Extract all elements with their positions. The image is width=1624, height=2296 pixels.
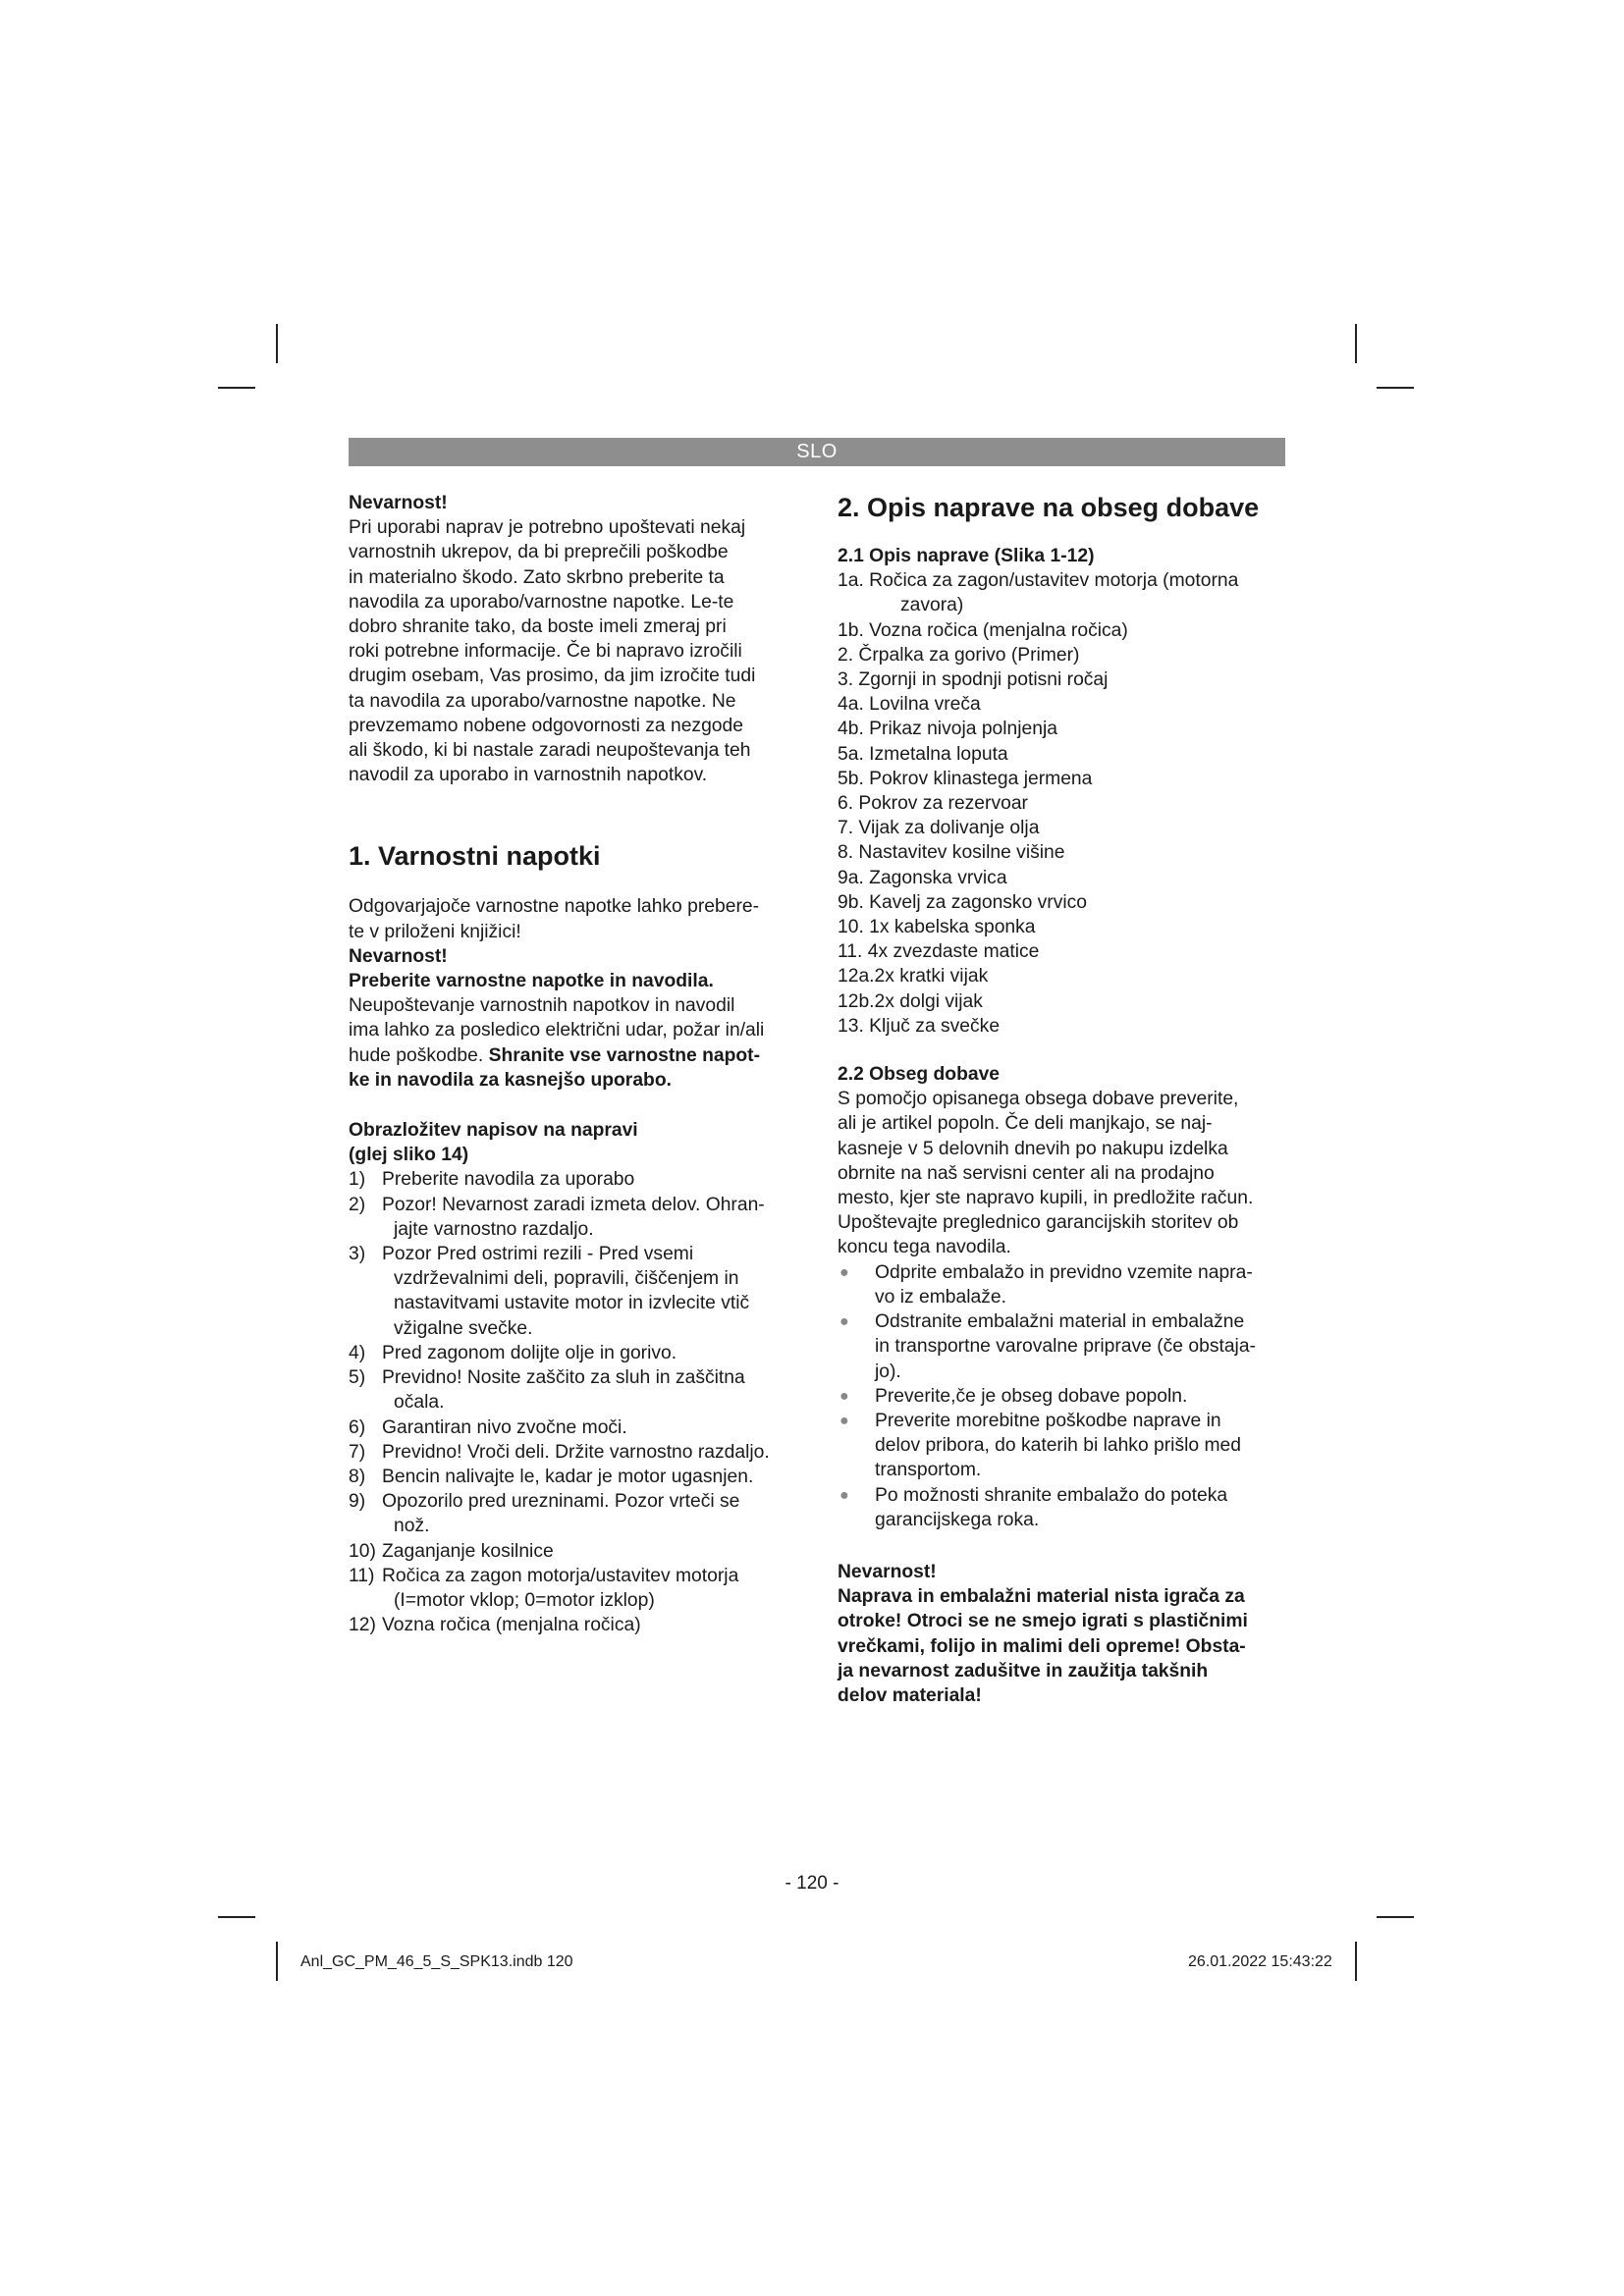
text-line: ali je artikel popoln. Če deli manjkajo, se naj- xyxy=(838,1113,1213,1135)
text-span: hude poškodbe. xyxy=(349,1044,489,1066)
item-text: nož. xyxy=(394,1516,430,1537)
bullet-icon: ● xyxy=(839,1412,849,1429)
item-text: Vozna ročica (menjalna ročica) xyxy=(382,1615,641,1636)
item-text: zavora) xyxy=(900,595,964,616)
subsection-2-1-heading: 2.1 Opis naprave (Slika 1-12) xyxy=(838,546,1095,566)
list-item: 9b. Kavelj za zagonsko vrvico xyxy=(838,891,1087,913)
item-text: garancijskega roka. xyxy=(875,1509,1040,1530)
signs-heading-figure: (glej sliko 14) xyxy=(349,1145,469,1166)
list-item: 2. Črpalka za gorivo (Primer) xyxy=(838,644,1080,666)
list-item xyxy=(838,568,1289,617)
list-item xyxy=(349,1193,802,1242)
right-column xyxy=(838,491,1289,1708)
list-item: 4b. Prikaz nivoja polnjenja xyxy=(838,719,1058,740)
list-item: 13. Ključ za svečke xyxy=(838,1015,1001,1037)
crop-mark-top-right-h xyxy=(1377,387,1414,389)
item-text: transportom. xyxy=(875,1460,982,1481)
text-line: koncu tega navodila. xyxy=(838,1237,1011,1258)
section-1-heading: 1. Varnostni napotki xyxy=(349,841,601,872)
item-text: jajte varnostno razdaljo. xyxy=(394,1218,594,1240)
item-number: 4) xyxy=(349,1342,366,1363)
text-line: delov materiala! xyxy=(838,1684,982,1706)
text-line: navodila za uporabo/varnostne napotke. Le-te xyxy=(349,591,734,613)
list-item xyxy=(838,1483,1289,1532)
list-item xyxy=(349,1365,802,1415)
list-item xyxy=(838,1384,1289,1409)
text-line: otroke! Otroci se ne smejo igrati s plastičnimi xyxy=(838,1611,1248,1632)
item-text: Previdno! Nosite zaščito za sluh in zaščitna xyxy=(382,1367,745,1389)
crop-mark-bottom-left-v xyxy=(276,1942,278,1981)
item-text: Preverite,če je obseg dobave popoln. xyxy=(875,1385,1188,1407)
language-header-bar xyxy=(349,438,1285,466)
text-line: te v priloženi knjižici! xyxy=(349,921,521,942)
list-item: 5b. Pokrov klinastega jermena xyxy=(838,768,1093,789)
item-number: 5) xyxy=(349,1367,366,1389)
item-text: Previdno! Vroči deli. Držite varnostno razdaljo. xyxy=(382,1441,770,1463)
item-text: in transportne varovalne priprave (če obstaja- xyxy=(875,1336,1256,1358)
item-text: Bencin nalivajte le, kadar je motor ugasnjen. xyxy=(382,1466,754,1487)
crop-mark-top-left-h xyxy=(218,387,255,389)
scope-bullet-list xyxy=(838,1260,1289,1532)
text-line: kasneje v 5 delovnih dnevih po nakupu izdelka xyxy=(838,1138,1228,1159)
crop-mark-top-left-v xyxy=(276,324,278,363)
bullet-icon: ● xyxy=(839,1387,849,1405)
subsection-2-2-heading: 2.2 Obseg dobave xyxy=(838,1064,1001,1086)
text-line: drugim osebam, Vas prosimo, da jim izročite tudi xyxy=(349,666,756,687)
item-text: Pozor Pred ostrimi rezili - Pred vsemi xyxy=(382,1244,694,1265)
item-number: 9) xyxy=(349,1491,366,1513)
list-item xyxy=(349,1465,802,1489)
item-text: Po možnosti shranite embalažo do poteka xyxy=(875,1484,1228,1506)
item-number: 10) xyxy=(349,1540,376,1562)
bullet-icon: ● xyxy=(839,1486,849,1504)
item-text: nastavitvami ustavite motor in izvlecite vtič xyxy=(394,1293,750,1314)
item-number: 6) xyxy=(349,1416,366,1438)
signs-heading: Obrazložitev napisov na napravi xyxy=(349,1120,638,1142)
danger-title: Nevarnost! xyxy=(349,945,448,967)
item-number: 8) xyxy=(349,1466,366,1487)
item-number: 7) xyxy=(349,1441,366,1463)
list-item: 6. Pokrov za rezervoar xyxy=(838,793,1028,815)
list-item xyxy=(838,1309,1289,1384)
section-2-heading: 2. Opis naprave na obseg dobave xyxy=(838,493,1260,522)
language-label: SLO xyxy=(796,441,838,462)
page-number: - 120 - xyxy=(785,1873,839,1894)
list-item xyxy=(349,1415,802,1440)
left-column xyxy=(349,491,802,1637)
list-item xyxy=(349,1613,802,1637)
item-text: delov pribora, do katerih bi lahko prišlo med xyxy=(875,1435,1241,1457)
list-item xyxy=(349,1440,802,1465)
list-item xyxy=(349,1242,802,1341)
bullet-icon: ● xyxy=(839,1263,849,1281)
item-number: 1) xyxy=(349,1169,366,1191)
text-line: dobro shranite tako, da boste imeli zmeraj pri xyxy=(349,616,727,638)
list-item: 12b.2x dolgi vijak xyxy=(838,990,983,1012)
text-line: ali škodo, ki bi nastale zaradi neupoštevanja teh xyxy=(349,740,751,762)
item-text: očala. xyxy=(394,1392,445,1414)
text-line: S pomočjo opisanega obsega dobave preverite, xyxy=(838,1089,1239,1110)
crop-mark-top-right-v xyxy=(1355,324,1357,363)
text-line: varnostnih ukrepov, da bi preprečili poškodbe xyxy=(349,542,729,563)
item-text: Garantiran nivo zvočne moči. xyxy=(382,1416,627,1438)
list-item xyxy=(349,1167,802,1192)
text-line: ta navodila za uporabo/varnostne napotke. Ne xyxy=(349,690,736,712)
danger-title: Nevarnost! xyxy=(838,1561,937,1582)
list-item: 7. Vijak za dolivanje olja xyxy=(838,818,1040,839)
list-item: 3. Zgornji in spodnji potisni ročaj xyxy=(838,669,1109,691)
danger-bold-line: Preberite varnostne napotke in navodila. xyxy=(349,971,714,992)
list-item: 9a. Zagonska vrvica xyxy=(838,867,1007,888)
item-text: vzdrževalnimi deli, popravili, čiščenjem in xyxy=(394,1268,739,1290)
item-text: (I=motor vklop; 0=motor izklop) xyxy=(394,1589,655,1611)
text-line: vrečkami, folijo in malimi deli opreme! Obsta- xyxy=(838,1635,1246,1657)
text-line: mesto, kjer ste napravo kupili, in predložite račun. xyxy=(838,1188,1254,1209)
mixed-line xyxy=(349,1043,802,1068)
danger-paragraph xyxy=(349,515,802,787)
item-text: Opozorilo pred urezninami. Pozor vrteči se xyxy=(382,1491,740,1513)
item-text: Preberite navodila za uporabo xyxy=(382,1169,635,1191)
list-item: 5a. Izmetalna loputa xyxy=(838,743,1008,765)
signs-list xyxy=(349,1167,802,1637)
list-item: 1b. Vozna ročica (menjalna ročica) xyxy=(838,619,1128,641)
list-item xyxy=(349,1564,802,1613)
text-line: Upoštevajte preglednico garancijskih storitev ob xyxy=(838,1212,1239,1234)
list-item: 10. 1x kabelska sponka xyxy=(838,917,1036,938)
intro-paragraph xyxy=(349,894,802,943)
list-item xyxy=(838,1260,1289,1309)
item-text: Pozor! Nevarnost zaradi izmeta delov. Ohran- xyxy=(382,1194,765,1215)
bullet-icon: ● xyxy=(839,1313,849,1331)
list-item xyxy=(349,1489,802,1538)
text-line: roki potrebne informacije. Če bi napravo izročili xyxy=(349,641,742,663)
list-item xyxy=(838,1409,1289,1483)
crop-mark-bottom-right-v xyxy=(1355,1942,1357,1981)
item-number: 2) xyxy=(349,1194,366,1215)
bold-line: ke in navodila za kasnejšo uporabo. xyxy=(349,1069,672,1091)
text-line: ima lahko za posledico električni udar, požar in/ali xyxy=(349,1020,765,1041)
item-number: 11) xyxy=(349,1565,375,1586)
item-number: 12) xyxy=(349,1615,376,1636)
text-line: Odgovarjajoče varnostne napotke lahko prebere- xyxy=(349,896,760,918)
item-text: vžigalne svečke. xyxy=(394,1317,533,1339)
scope-paragraph xyxy=(838,1087,1289,1259)
list-item: 12a.2x kratki vijak xyxy=(838,966,989,988)
footer-filename: Anl_GC_PM_46_5_S_SPK13.indb 120 xyxy=(300,1953,573,1970)
text-line: Naprava in embalažni material nista igrača za xyxy=(838,1586,1245,1608)
item-text: Preverite morebitne poškodbe naprave in xyxy=(875,1410,1221,1431)
list-item: 4a. Lovilna vreča xyxy=(838,694,981,716)
text-line: in materialno škodo. Zato skrbno preberite ta xyxy=(349,566,725,588)
bold-span: Shranite vse varnostne napot- xyxy=(488,1044,761,1066)
item-text: Ročica za zagon motorja/ustavitev motorja xyxy=(382,1565,739,1586)
item-text: Odprite embalažo in previdno vzemite napra- xyxy=(875,1261,1253,1283)
list-item xyxy=(349,1341,802,1365)
text-line: ja nevarnost zadušitve in zaužitja takšnih xyxy=(838,1660,1209,1682)
item-text: vo iz embalaže. xyxy=(875,1286,1006,1308)
parts-list xyxy=(838,568,1289,1039)
crop-mark-bottom-right-h xyxy=(1377,1916,1414,1918)
text-line: Pri uporabi naprav je potrebno upoštevati nekaj xyxy=(349,517,746,539)
item-text: Pred zagonom dolijte olje in gorivo. xyxy=(382,1342,677,1363)
danger-warning-paragraph xyxy=(838,1584,1289,1708)
footer-timestamp: 26.01.2022 15:43:22 xyxy=(1188,1953,1332,1970)
item-text: Zaganjanje kosilnice xyxy=(382,1540,554,1562)
item-number: 3) xyxy=(349,1244,366,1265)
text-line: navodil za uporabo in varnostnih napotkov. xyxy=(349,765,708,786)
text-line: obrnite na naš servisni center ali na prodajno xyxy=(838,1162,1215,1184)
item-text: 1a. Ročica za zagon/ustavitev motorja (motorna xyxy=(838,570,1239,592)
item-text: Odstranite embalažni material in embalažne xyxy=(875,1311,1245,1333)
list-item xyxy=(349,1539,802,1564)
danger-title: Nevarnost! xyxy=(349,493,448,513)
crop-mark-bottom-left-h xyxy=(218,1916,255,1918)
list-item: 11. 4x zvezdaste matice xyxy=(838,941,1040,963)
text-line: Neupoštevanje varnostnih napotkov in navodil xyxy=(349,995,735,1017)
item-text: jo). xyxy=(875,1361,901,1382)
list-item: 8. Nastavitev kosilne višine xyxy=(838,842,1065,864)
text-line: prevzemamo nobene odgovornosti za nezgode xyxy=(349,715,743,736)
